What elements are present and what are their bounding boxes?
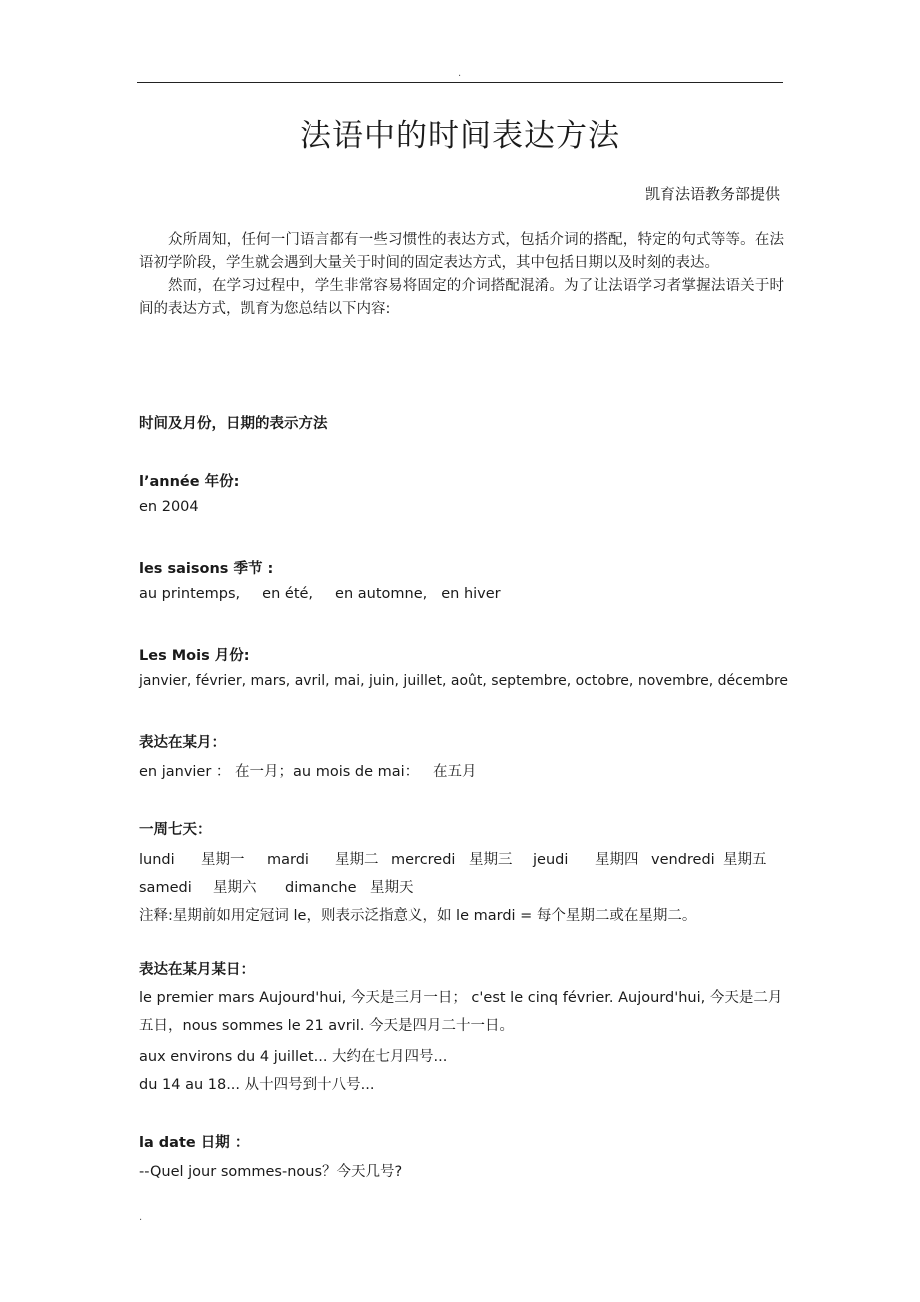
weekday-zh: 星期三 xyxy=(469,852,513,868)
weekday-fr: jeudi xyxy=(533,852,569,868)
weekday-zh: 星期四 xyxy=(595,852,639,868)
in-month-example: en janvier ： 在一月；au mois de mai： 在五月 xyxy=(139,764,477,780)
year-example: en 2004 xyxy=(139,499,199,515)
day-month-example-3: du 14 au 18... 从十四号到十八号... xyxy=(139,1077,375,1093)
weekday-fr: dimanche xyxy=(285,880,357,896)
weekday-fr: samedi xyxy=(139,880,192,896)
intro-paragraph-2: 然而，在学习过程中，学生非常容易将固定的介词搭配混淆。为了让法语学习者掌握法语关于时间的表达方式，凯育为您总结以下内容: xyxy=(139,278,784,317)
week-note: 注释:星期前如用定冠词 le，则表示泛指意义，如 le mardi = 每个星期二或在星期二。 xyxy=(139,908,697,924)
header-rule xyxy=(137,82,783,83)
seasons-list xyxy=(139,586,501,602)
week-row-1 xyxy=(139,848,767,869)
weekday-fr: vendredi xyxy=(651,852,715,868)
provider-credit: 凯育法语教务部提供 xyxy=(644,185,780,203)
header-dot: . xyxy=(458,68,462,79)
day-month-example-1: le premier mars Aujourd'hui, 今天是三月一日； c'est le cinq février. Aujourd'hui, 今天是二月五日，nous sommes le 21 avril. 今天是四月二十一日。 xyxy=(139,990,783,1034)
season-item: au printemps, xyxy=(139,586,241,602)
weekday-zh: 星期天 xyxy=(370,880,414,896)
weekday-fr: mercredi xyxy=(391,852,456,868)
months-heading: Les Mois 月份: xyxy=(139,648,250,664)
weekday-fr: mardi xyxy=(267,852,309,868)
season-item: en été, xyxy=(262,586,314,602)
date-heading: la date 日期 ： xyxy=(139,1135,250,1151)
season-item: en hiver xyxy=(441,586,501,602)
weekday-zh: 星期一 xyxy=(201,852,245,868)
weekday-zh: 星期二 xyxy=(335,852,379,868)
day-month-heading: 表达在某月某日： xyxy=(139,962,255,978)
weekday-zh: 星期六 xyxy=(213,880,257,896)
footer-dot: . xyxy=(139,1212,143,1223)
intro-paragraph-1: 众所周知，任何一门语言都有一些习惯性的表达方式，包括介词的搭配，特定的句式等等。在法语初学阶段，学生就会遇到大量关于时间的固定表达方式，其中包括日期以及时刻的表达。 xyxy=(139,232,784,271)
months-list: janvier, février, mars, avril, mai, juin, juillet, août, septembre, octobre, novembre, décembre xyxy=(139,673,789,689)
year-heading: l’année 年份: xyxy=(139,474,240,490)
seasons-heading: les saisons 季节 : xyxy=(139,561,274,577)
page-title: 法语中的时间表达方法 xyxy=(300,118,620,154)
weekday-zh: 星期五 xyxy=(723,852,767,868)
day-month-example-2: aux environs du 4 juillet... 大约在七月四号... xyxy=(139,1049,448,1065)
in-month-heading: 表达在某月： xyxy=(139,735,226,751)
date-question: --Quel jour sommes-nous？今天几号? xyxy=(139,1164,403,1180)
section-heading: 时间及月份，日期的表示方法 xyxy=(139,416,328,432)
weekday-fr: lundi xyxy=(139,852,175,868)
season-item: en automne, xyxy=(335,586,428,602)
intro-block xyxy=(139,229,784,321)
week-heading: 一周七天： xyxy=(139,822,212,838)
week-row-2 xyxy=(139,876,414,897)
